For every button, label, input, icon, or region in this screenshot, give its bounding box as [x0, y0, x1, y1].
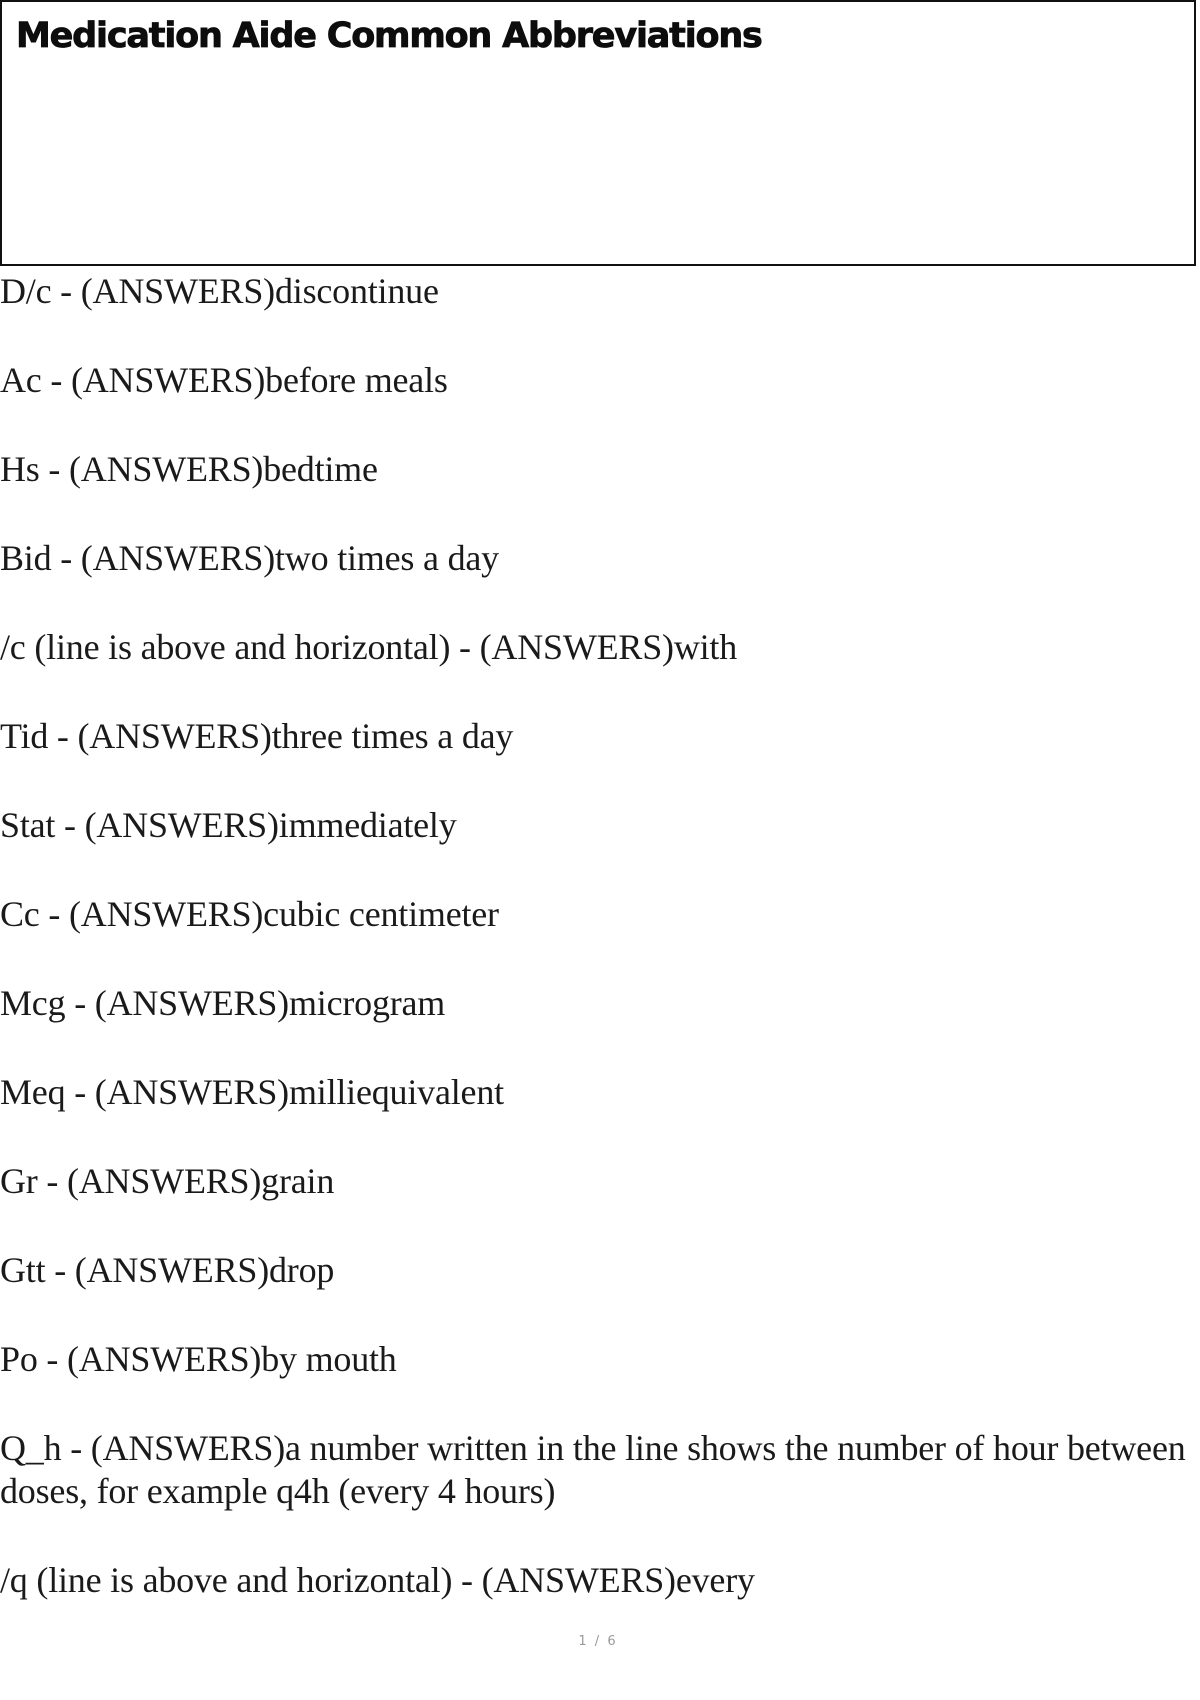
abbreviation-entry: Cc - (ANSWERS)cubic centimeter — [0, 894, 499, 934]
abbreviation-entry: Ac - (ANSWERS)before meals — [0, 360, 448, 400]
abbreviation-entry: /q (line is above and horizontal) - (ANSWERS)every — [0, 1560, 755, 1600]
abbreviation-entry: Meq - (ANSWERS)milliequivalent — [0, 1072, 504, 1112]
abbreviation-entry: Gtt - (ANSWERS)drop — [0, 1250, 335, 1290]
document-title: Medication Aide Common Abbreviations — [16, 16, 762, 56]
abbreviation-entry: Po - (ANSWERS)by mouth — [0, 1339, 397, 1379]
abbreviation-entry: Bid - (ANSWERS)two times a day — [0, 538, 499, 578]
abbreviation-entry: Hs - (ANSWERS)bedtime — [0, 449, 378, 489]
abbreviation-entry: Gr - (ANSWERS)grain — [0, 1161, 335, 1201]
page-number: 1 / 6 — [578, 1634, 618, 1649]
abbreviation-list — [0, 270, 1196, 1648]
abbreviation-entry: Q_h - (ANSWERS)a number written in the line shows the number of hour between doses, for example q4h (every 4 hours) — [0, 1428, 1186, 1511]
abbreviation-entry: Stat - (ANSWERS)immediately — [0, 805, 457, 845]
title-box — [0, 0, 1196, 266]
abbreviation-entry: /c (line is above and horizontal) - (ANSWERS)with — [0, 627, 738, 667]
abbreviation-entry: D/c - (ANSWERS)discontinue — [0, 271, 439, 311]
abbreviation-entry: Mcg - (ANSWERS)microgram — [0, 983, 446, 1023]
abbreviation-entry: Tid - (ANSWERS)three times a day — [0, 716, 514, 756]
